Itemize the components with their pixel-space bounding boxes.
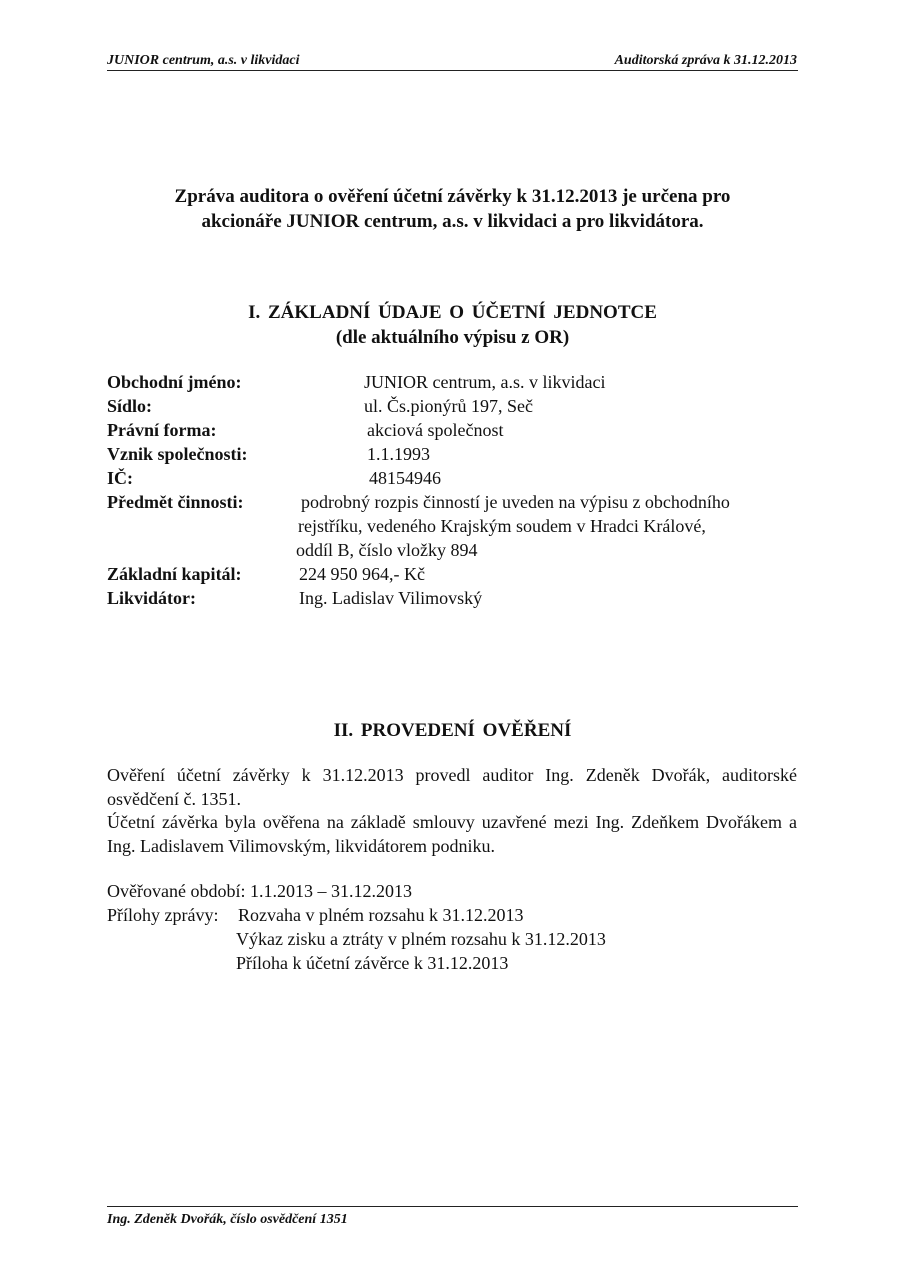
liquidator-value: Ing. Ladislav Vilimovský	[299, 588, 483, 608]
header-report-title: Auditorská zpráva k 31.12.2013	[614, 53, 797, 68]
footer-divider	[107, 1206, 798, 1207]
founded-value: 1.1.1993	[367, 444, 430, 464]
capital-label: Základní kapitál:	[107, 564, 242, 584]
section-1-heading	[107, 300, 798, 350]
section-1-title: I. ZÁKLADNÍ ÚDAJE O ÚČETNÍ JEDNOTCE	[248, 302, 657, 323]
attachment-profit-loss: Výkaz zisku a ztráty v plném rozsahu k 31.12.2013	[236, 929, 606, 949]
capital-value: 224 950 964,- Kč	[299, 564, 425, 584]
contract-paragraph: Účetní závěrka byla ověřena na základě smlouvy uzavřené mezi Ing. Zdeňkem Dvořákem a Ing. Ladislavem Vilimovským, likvidátorem podniku.	[107, 812, 797, 856]
attachments-label: Přílohy zprávy:	[107, 905, 219, 925]
attachment-notes: Příloha k účetní závěrce k 31.12.2013	[236, 953, 509, 973]
legal-form-value: akciová společnost	[367, 420, 504, 440]
activity-line-2: rejstříku, vedeného Krajským soudem v Hradci Králové,	[298, 516, 706, 536]
seat-value: ul. Čs.pionýrů 197, Seč	[364, 396, 533, 416]
attachment-balance-sheet: Rozvaha v plném rozsahu k 31.12.2013	[238, 905, 524, 925]
section-2-title: II. PROVEDENÍ OVĚŘENÍ	[333, 720, 572, 741]
verification-paragraph: Ověření účetní závěrky k 31.12.2013 provedl auditor Ing. Zdeněk Dvořák, auditorské osvědčení č. 1351.	[107, 765, 797, 809]
activity-line-1: podrobný rozpis činností je uveden na výpisu z obchodního	[301, 492, 730, 512]
footer-auditor: Ing. Zdeněk Dvořák, číslo osvědčení 1351	[107, 1212, 348, 1227]
header-divider	[107, 70, 798, 71]
liquidator-label: Likvidátor:	[107, 588, 197, 608]
verified-period: Ověřované období: 1.1.2013 – 31.12.2013	[107, 881, 412, 901]
activity-line-3: oddíl B, číslo vložky 894	[296, 540, 478, 560]
founded-label: Vznik společnosti:	[107, 444, 248, 464]
ic-label: IČ:	[107, 468, 133, 488]
header-company: JUNIOR centrum, a.s. v likvidaci	[107, 53, 300, 68]
company-name-label: Obchodní jméno:	[107, 372, 242, 392]
activity-label: Předmět činnosti:	[107, 492, 244, 512]
intro-line-2: akcionáře JUNIOR centrum, a.s. v likvidaci a pro likvidátora.	[201, 211, 704, 232]
intro-line-1: Zpráva auditora o ověření účetní závěrky k 31.12.2013 je určena pro	[174, 186, 731, 207]
legal-form-label: Právní forma:	[107, 420, 217, 440]
section-1-subtitle: (dle aktuálního výpisu z OR)	[335, 327, 570, 348]
company-name-value: JUNIOR centrum, a.s. v likvidaci	[364, 372, 606, 392]
seat-label: Sídlo:	[107, 396, 153, 416]
ic-value: 48154946	[369, 468, 441, 488]
intro-heading	[107, 184, 798, 234]
